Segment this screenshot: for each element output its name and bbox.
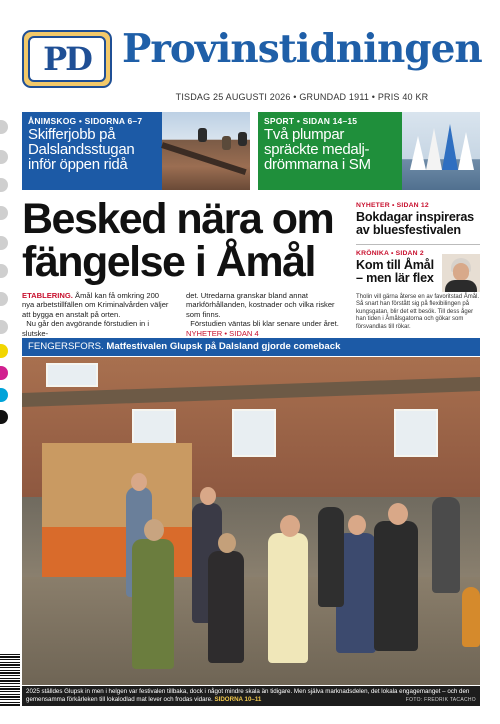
lead-kicker: ETABLERING. [22,291,73,300]
sidebar-divider [356,244,480,245]
photo-caption-ref[interactable]: SIDORNA 10–11 [214,695,262,703]
lead-text-1: Åmål kan få omkring 200 nya arbetstillfällen om Kriminalvården väljer att bygga en anstalt på orten. [22,291,169,319]
teaser-kicker: ÅNIMSKOG • SIDORNA 6–7 [28,116,143,126]
sidebar-kicker: KRÖNIKA • SIDAN 2 [356,250,424,257]
photo-headline: Matfestivalen Glupsk på Dalsland gjorde comeback [106,341,341,352]
dateline: TISDAG 25 AUGUSTI 2026 • GRUNDAD 1911 • PRIS 40 KR [175,92,429,102]
paper-logo[interactable] [22,30,112,88]
registration-marks [0,0,9,724]
photo-headline-band[interactable] [22,338,480,356]
teaser-slate-roof[interactable] [22,112,250,190]
sailboats-photo [402,112,480,190]
photo-caption [22,686,480,706]
lead-text-4: Förstudien väntas bli klar senare under året. [190,319,339,329]
sidebar-item-books[interactable] [356,202,480,237]
teaser-headline: Två plumpar spräckte medalj-drömmarna i SM [264,126,371,173]
sidebar-headline: Bokdagar inspireras av bluesfestivalen [356,210,474,237]
photo-caption-text: 2025 ställdes Glupsk in men i helgen var festivalen tillbaka, dock i något mindre skala än tidigare. Men själva marknadsdelen, det lokala engagemanget – och den gemensamma förkärleken till lokalodlad mat lever och frodas vidare. [26,688,470,703]
teaser-sport[interactable] [258,112,480,190]
festival-photo [22,357,480,685]
sidebar-column-body: Tholin vill gärna återse en av favoritstad Åmål. Så snart han förstått sig på flexibilingen på kungsgatan, blir det ett besök. Till dess åger han tiden i Åmålsgatorna och gökar som försvandlas till rökar. [356,294,480,330]
photo-credit: FOTO: FREDRIK TACACHO [405,697,476,703]
paper-name: Provinstidningen [122,26,482,72]
sidebar-headline: Kom till Åmål – men lär flex [356,258,434,285]
lead-text-2: Nu går den avgörande förstudien in i slutske- [22,319,150,338]
lead-page-ref[interactable]: NYHETER • SIDAN 4 [186,328,259,338]
photo-location: FENGERSFORS. [28,341,104,352]
teaser-kicker: SPORT • SIDAN 14–15 [264,116,358,126]
lead-text-3: det. Utredarna granskar bland annat markförhållanden, kostnader och vilka risker som finns. [186,291,335,319]
lead-body-col2 [186,291,342,338]
logo-text: PD [43,40,91,78]
barcode [0,654,20,706]
roof-workers-photo [162,112,250,190]
lead-body-col1 [22,291,172,338]
teaser-headline: Skifferjobb på Dalslandsstugan inför öppen ridå [28,126,135,173]
columnist-avatar [442,254,480,292]
sidebar-item-column[interactable] [356,250,440,285]
lead-headline[interactable]: Besked nära om fängelse i Åmål [22,195,334,286]
sidebar-kicker: NYHETER • SIDAN 12 [356,202,429,209]
